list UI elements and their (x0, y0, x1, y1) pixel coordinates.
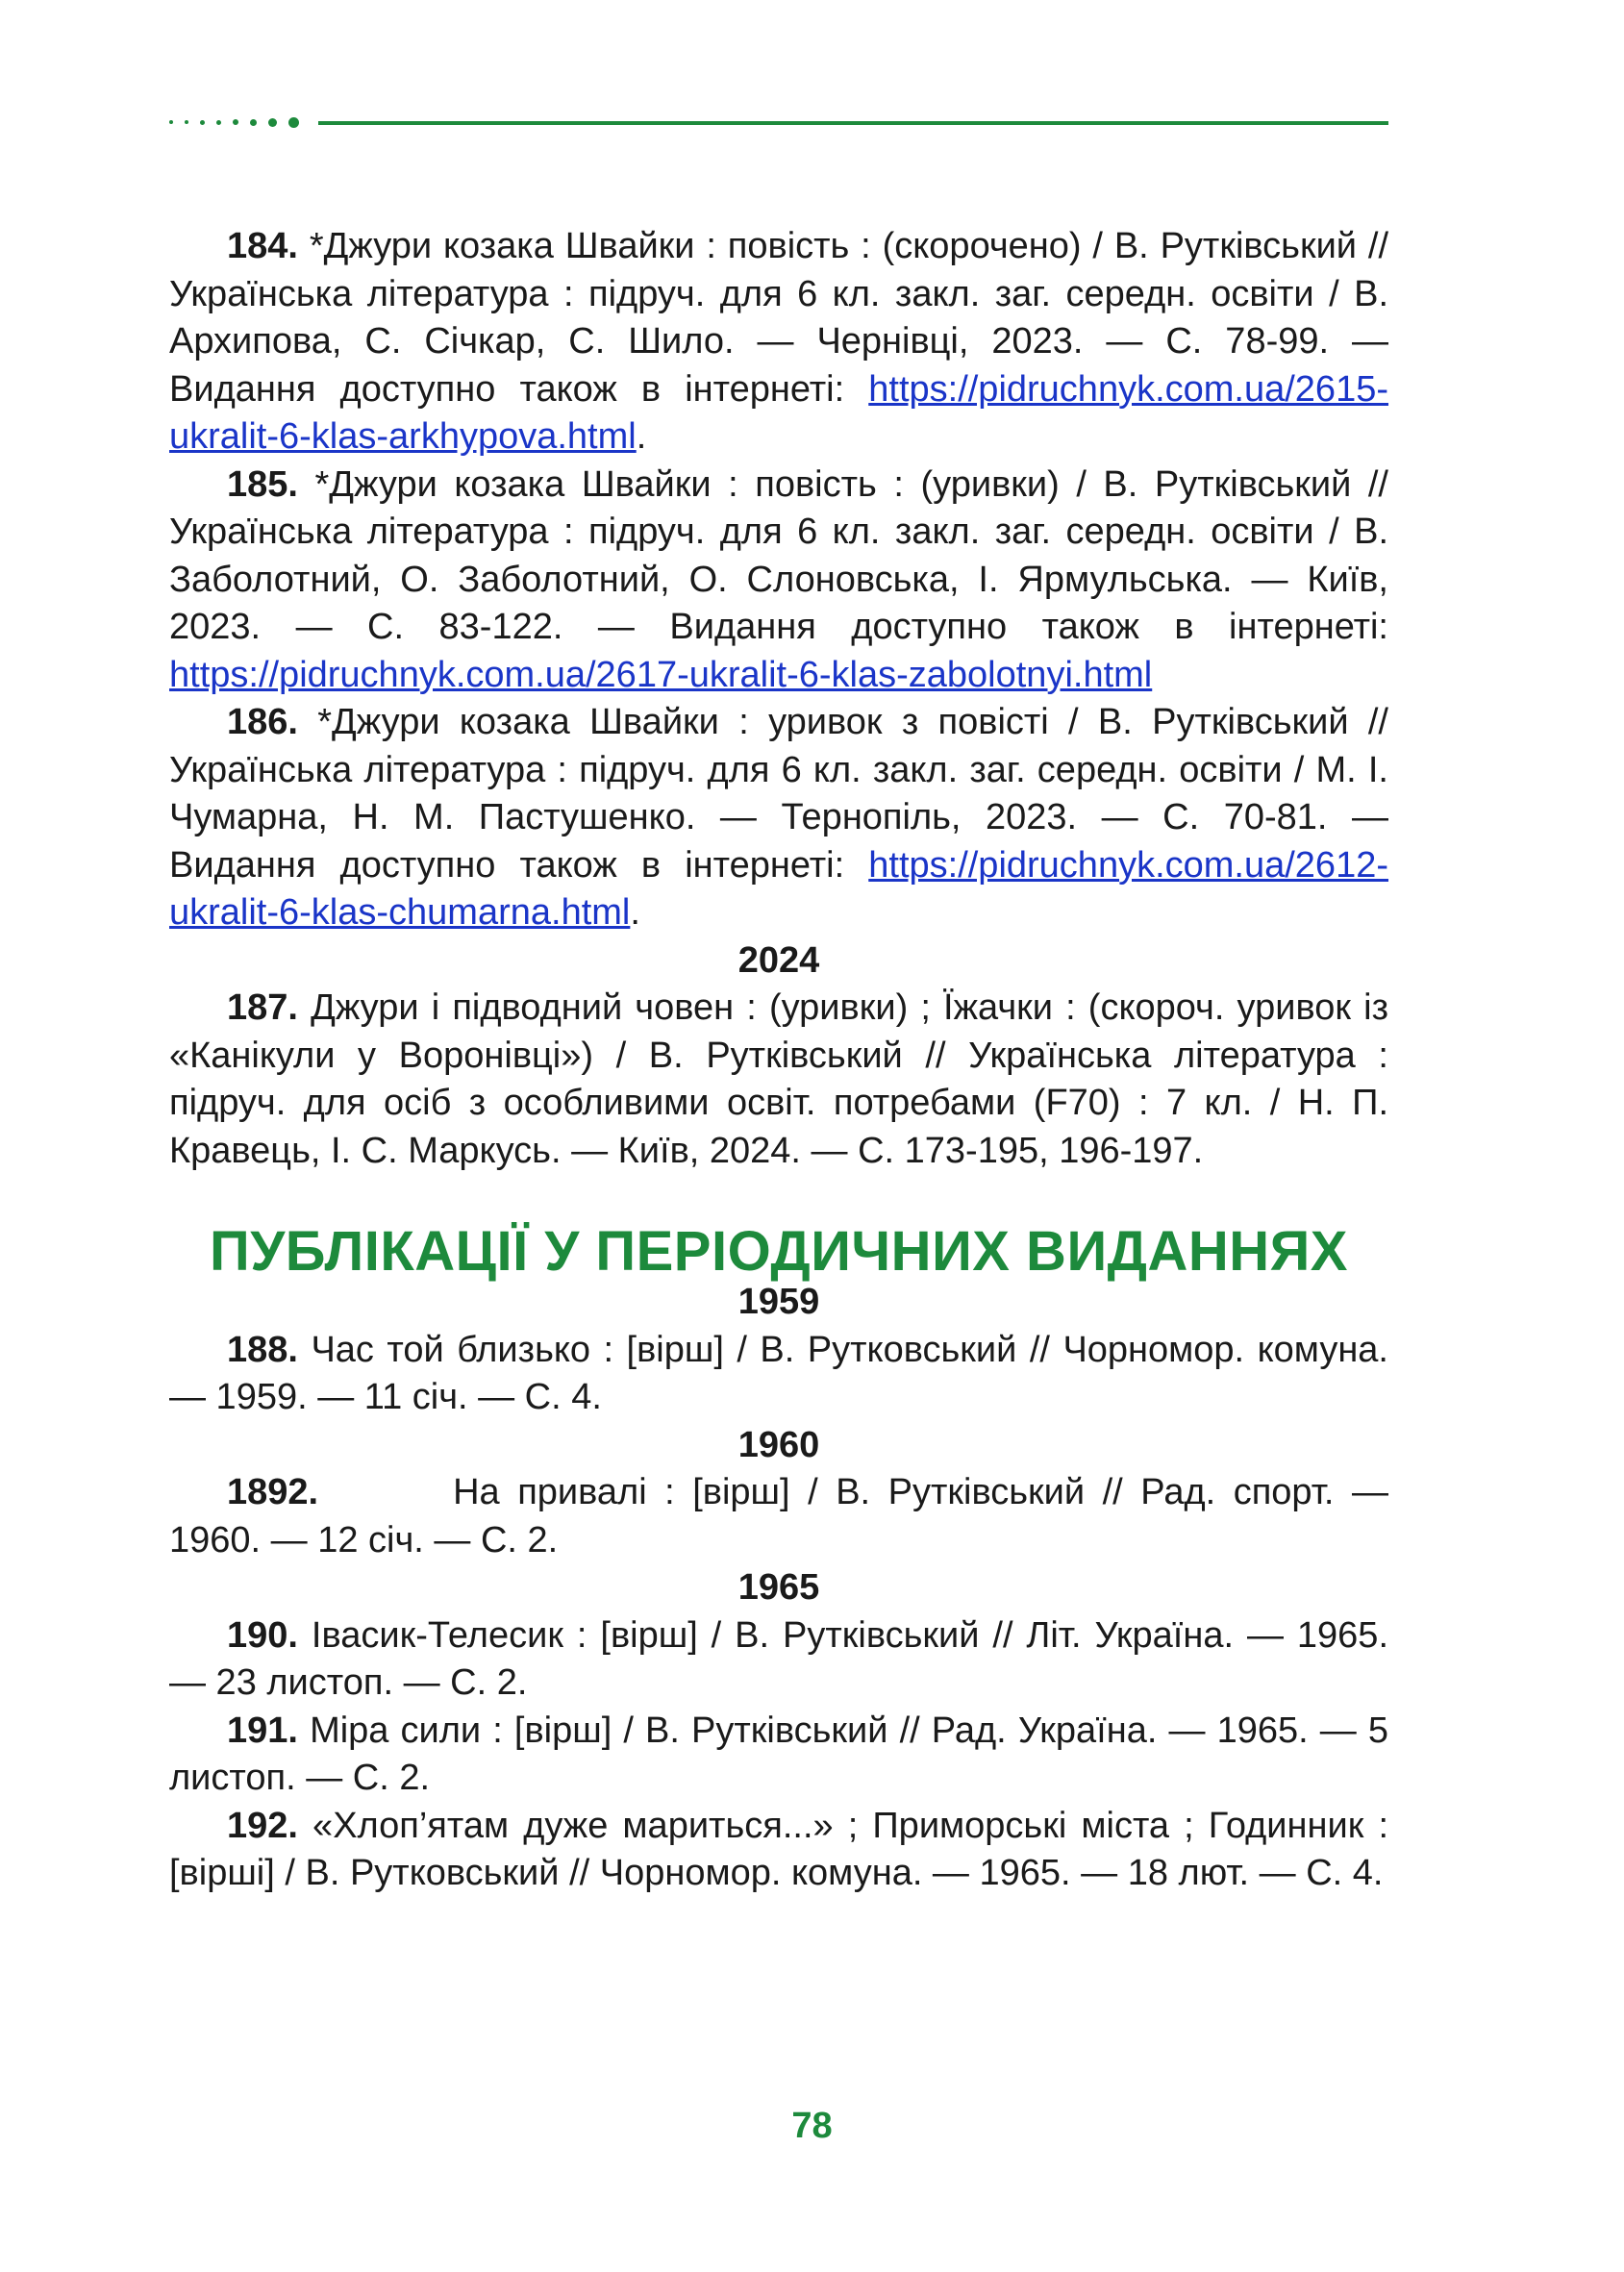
rule-dot (250, 119, 257, 126)
rule-dot (200, 120, 205, 125)
entry-number: 187. (227, 987, 298, 1028)
bibliography-entry-187 (169, 985, 1388, 1175)
rule-dot (216, 120, 221, 125)
entry-number: 184. (227, 226, 298, 266)
page-number: 78 (791, 2106, 833, 2146)
bibliography-entry-190 (169, 1612, 1388, 1708)
entry-number: 192. (227, 1805, 298, 1846)
bibliography-entry-186 (169, 699, 1388, 937)
entry-number: 186. (227, 702, 298, 742)
section-title: ПУБЛІКАЦІЇ У ПЕРІОДИЧНИХ ВИДАННЯХ (210, 1220, 1348, 1283)
bibliography-entry-191 (169, 1708, 1388, 1803)
entry-number: 190. (227, 1614, 298, 1656)
bibliography-entry-184 (169, 223, 1388, 462)
entry-tail: . (636, 416, 647, 457)
year-heading-1959: 1959 (737, 1282, 820, 1322)
entry-text: Міра сили : [вірш] / В. Рутківський // Рад. Україна. — 1965. — 5 листоп. — С. 2. (169, 1710, 1388, 1798)
bibliography-entry-185 (169, 462, 1388, 700)
entry-number: 1892. (227, 1472, 319, 1512)
entry-tail: . (630, 892, 640, 933)
entry-link[interactable]: https://pidruchnyk.com.ua/2612-ukralit-6-klas-chumarna.html (169, 844, 1388, 933)
rule-dot (288, 117, 299, 128)
entry-link[interactable]: https://pidruchnyk.com.ua/2615-ukralit-6-klas-arkhypova.html (169, 368, 1388, 457)
rule-dot (268, 118, 277, 127)
bibliography-entry-189 (169, 1469, 1388, 1564)
year-heading-1960: 1960 (737, 1424, 820, 1465)
entry-text: *Джури козака Швайки : повість : (уривки) / В. Рутківський // Українська література : підруч. для 6 кл. закл. заг. середн. освіти / В. Заболотний, О. Заболотний, О. Слоновська, І. Ярмульська. — Київ, 2023. — С. 83-122. — Видання доступно також в інтернеті: (169, 463, 1388, 647)
entry-number: 191. (227, 1710, 298, 1751)
rule-line (318, 121, 1388, 125)
rule-dot (185, 120, 188, 124)
entry-number: 185. (227, 463, 298, 505)
entry-text: Джури і підводний човен : (уривки) ; Їжачки : (скороч. уривок із «Канікули у Воронівці») / В. Рутківський // Українська література : підруч. для осіб з особливими освіт. потребами (F70) : 7 кл. / Н. П. Кравець, І. С. Маркусь. — Київ, 2024. — С. 173-195, 196-197. (169, 987, 1388, 1171)
entry-text: *Джури козака Швайки : уривок з повісті / В. Рутківський // Українська література : підруч. для 6 кл. закл. заг. середн. освіти / М. І. Чумарна, Н. М. Пастушенко. — Тернопіль, 2023. — С. 70-81. — Видання доступно також в інтернеті: (169, 702, 1388, 886)
entry-text: Івасик-Телесик : [вірш] / В. Рутківський // Літ. Україна. — 1965. — 23 листоп. — С. 2. (169, 1614, 1388, 1703)
entry-number: 188. (227, 1329, 298, 1370)
year-heading-2024: 2024 (737, 939, 820, 981)
rule-dot (233, 119, 238, 125)
entry-text: Час той близько : [вірш] / В. Рутковський // Чорномор. комуна. — 1959. — 11 січ. — С. 4. (169, 1329, 1388, 1417)
year-heading-1965: 1965 (737, 1567, 820, 1608)
entry-text: *Джури козака Швайки : повість : (скорочено) / В. Рутківський // Українська література : підруч. для 6 кл. закл. заг. середн. освіти / В. Архипова, С. Січкар, С. Шило. — Чернівці, 2023. — С. 78-99. — Видання доступно також в інтернеті: (169, 226, 1388, 410)
page-content (169, 223, 1388, 1898)
entry-link[interactable]: https://pidruchnyk.com.ua/2617-ukralit-6-klas-zabolotnyi.html (169, 654, 1153, 695)
header-decorative-rule (169, 113, 1388, 133)
entry-text: «Хлоп’ятам дуже мариться...» ; Приморські міста ; Годинник : [вірші] / В. Рутковський // Чорномор. комуна. — 1965. — 18 лют. — С. 4. (169, 1805, 1388, 1893)
bibliography-entry-192 (169, 1803, 1388, 1898)
rule-dot (169, 120, 173, 124)
bibliography-entry-188 (169, 1327, 1388, 1422)
entry-text: На привалі : [вірш] / В. Рутківський // Рад. спорт. — 1960. — 12 січ. — С. 2. (169, 1472, 1388, 1560)
